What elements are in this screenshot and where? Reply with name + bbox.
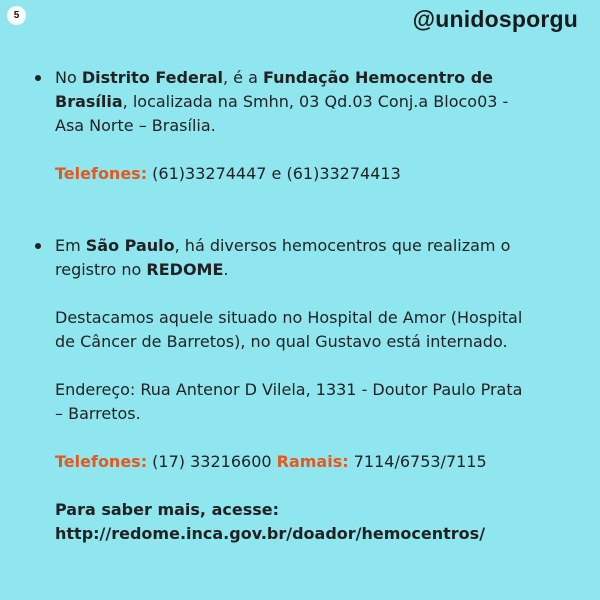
sp-phones-label: Telefones: [55,452,148,471]
more-info-label: Para saber mais, acesse: [55,500,279,519]
sp-state: São Paulo [85,236,175,255]
bullet-icon [35,243,41,249]
sp-description: Em São Paulo, há diversos hemocentros que realizam o registro no REDOME. [55,236,511,279]
list-item-sao-paulo [35,234,535,546]
bullet-icon [35,75,41,81]
df-phones [55,162,535,186]
df-description: No Distrito Federal, é a Fundação Hemocentro de Brasília, localizada na Smhn, 03 Qd.03 Conj.a Bloco03 - Asa Norte – Brasília. [55,68,509,135]
sp-more-info [55,498,535,546]
sp-address: Endereço: Rua Antenor D Vilela, 1331 - Doutor Paulo Prata – Barretos. [55,380,523,423]
page-number-badge: 5 [7,6,26,25]
content [35,66,535,546]
sp-highlight: Destacamos aquele situado no Hospital de Amor (Hospital de Câncer de Barretos), no qual Gustavo está internado. [55,308,523,351]
df-phones-value: (61)33274447 e (61)33274413 [147,164,401,183]
sp-registry: REDOME [146,260,224,279]
df-state: Distrito Federal [81,68,223,87]
list-item-distrito-federal [35,66,535,186]
sp-extensions-value: 7114/6753/7115 [348,452,487,471]
more-info-url: http://redome.inca.gov.br/doador/hemocentros/ [55,524,486,543]
df-institution: Fundação Hemocentro de Brasília [55,68,494,111]
df-phones-label: Telefones: [55,164,148,183]
instagram-handle: @unidosporgu [412,6,578,32]
sp-phones-value: (17) 33216600 [147,452,277,471]
sp-phones [55,450,535,474]
sp-extensions-label: Ramais: [276,452,349,471]
